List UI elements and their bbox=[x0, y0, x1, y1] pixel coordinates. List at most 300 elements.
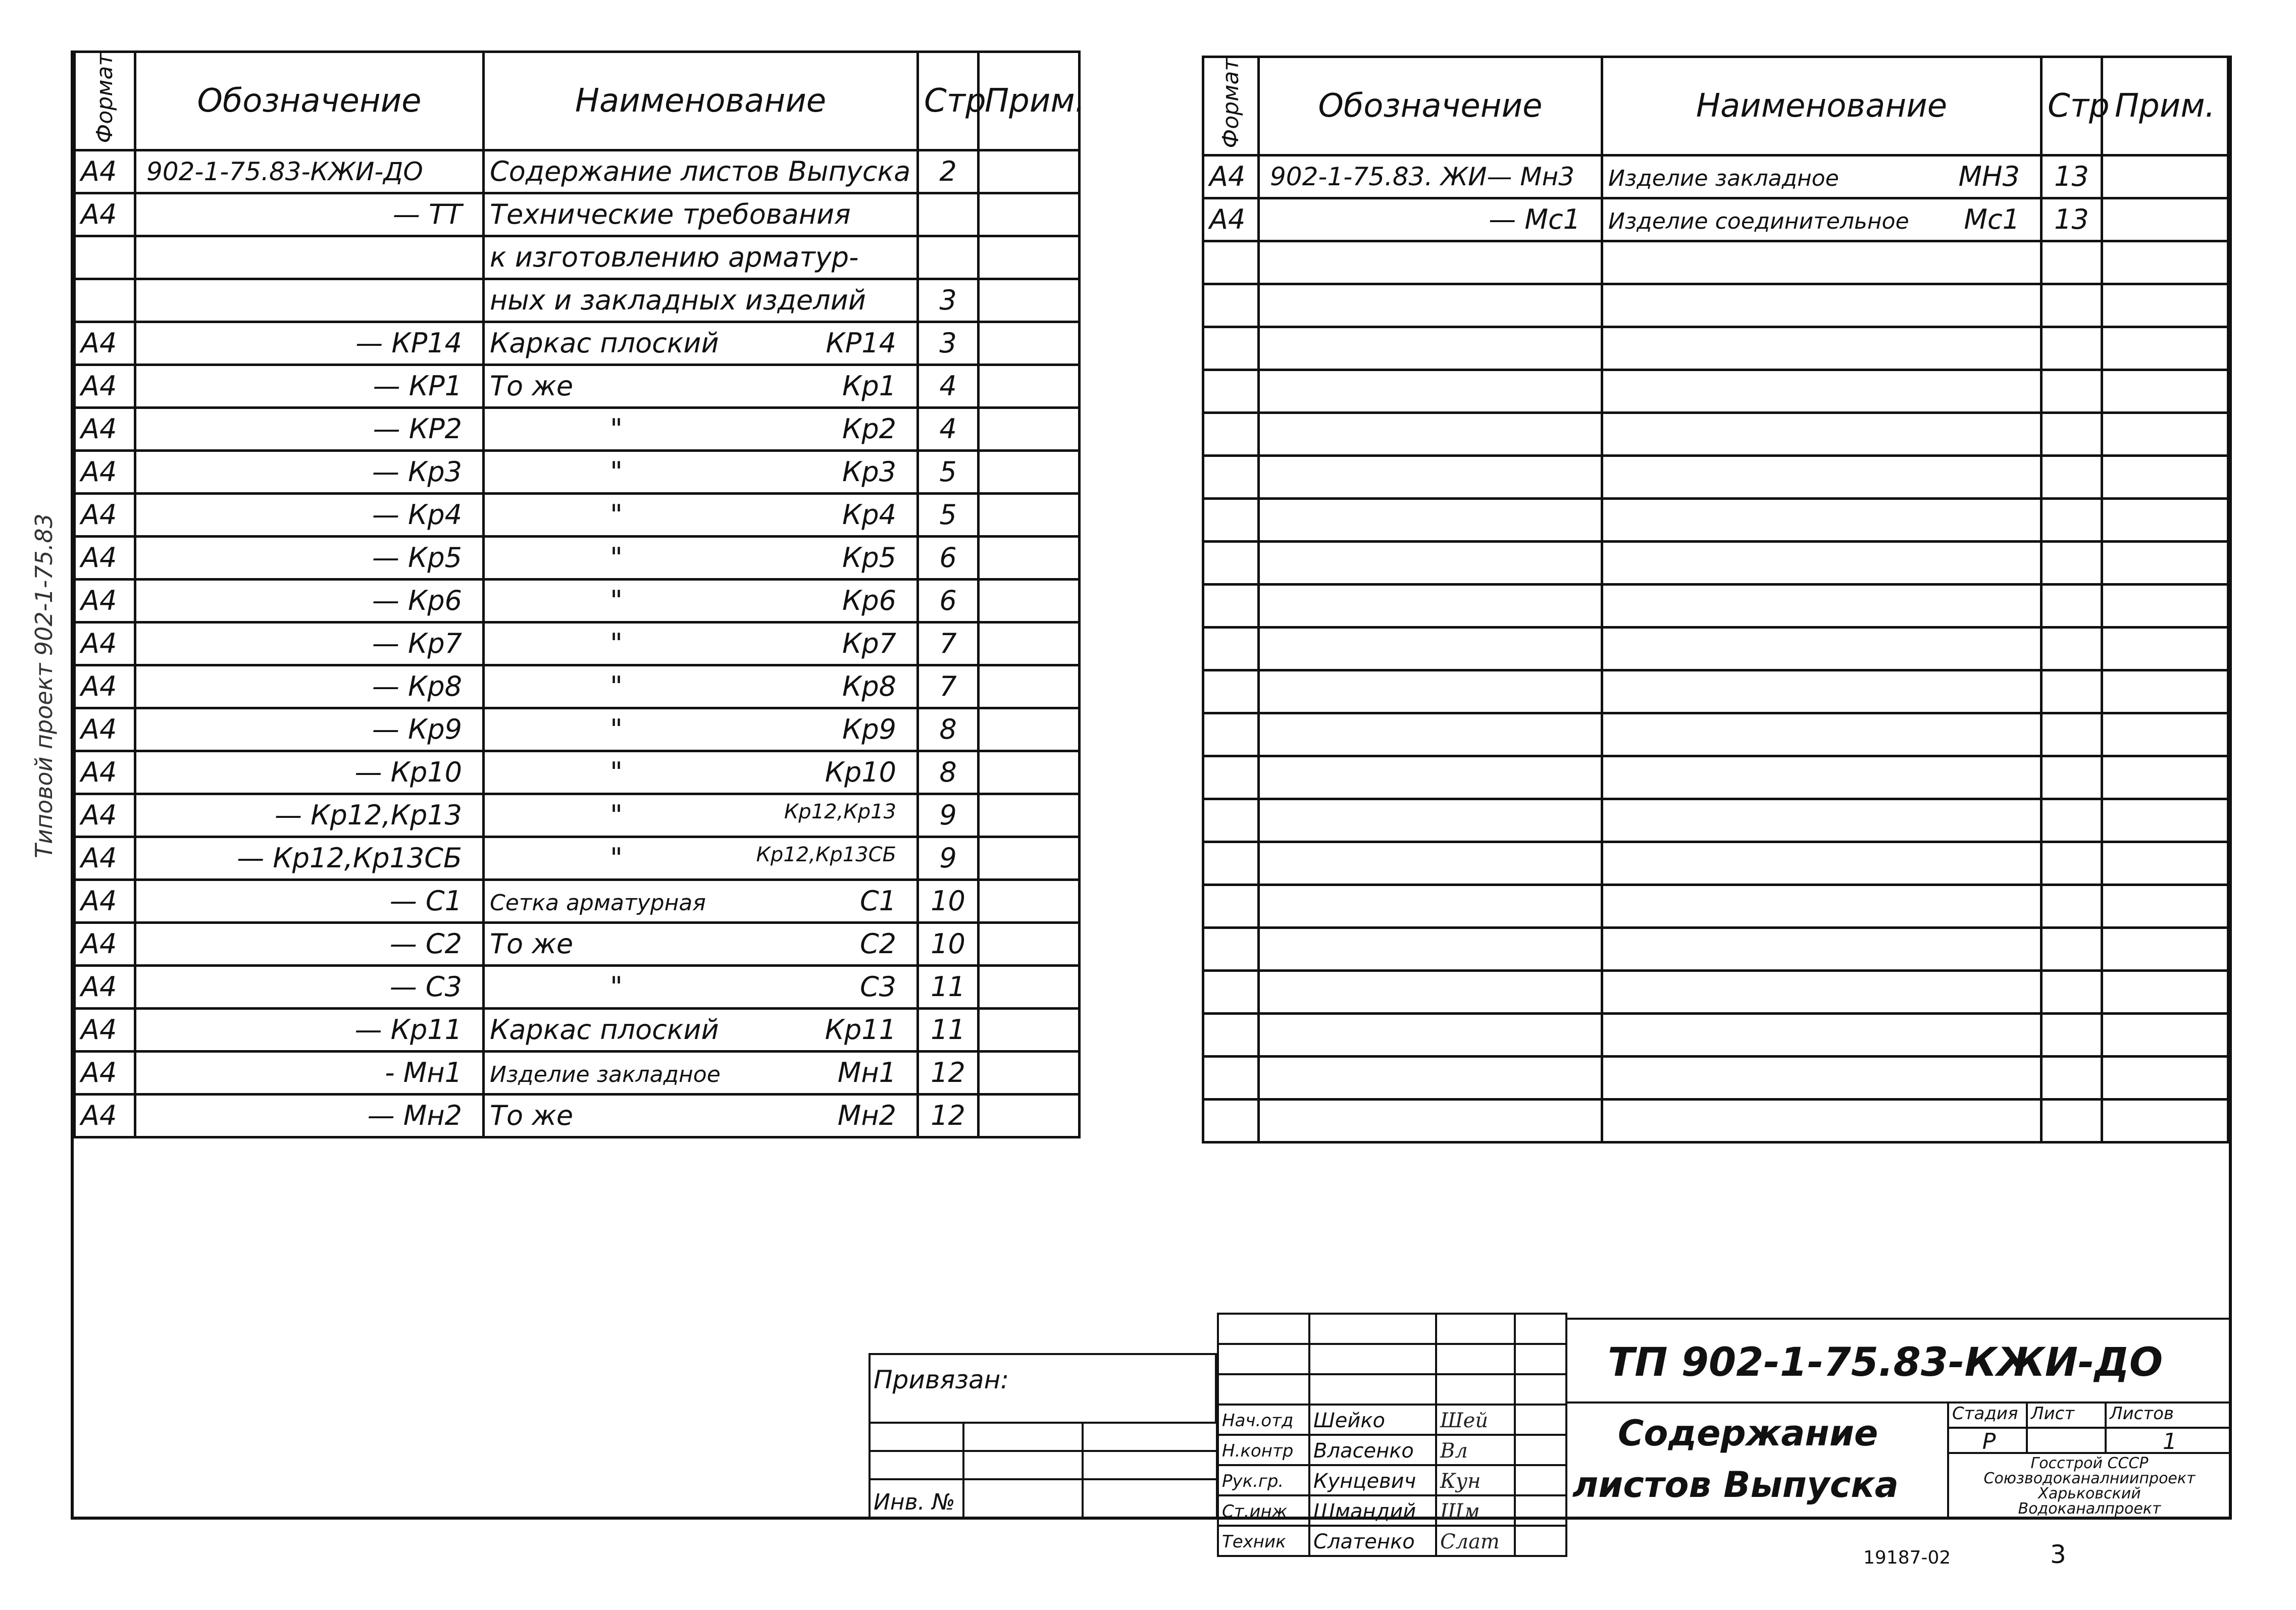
cell-name bbox=[484, 922, 918, 965]
cell-empty bbox=[1203, 799, 1259, 842]
name-text: " bbox=[610, 970, 623, 1003]
cell-name bbox=[484, 1008, 918, 1051]
cell-empty bbox=[2102, 498, 2228, 541]
table-row bbox=[75, 1051, 1080, 1094]
cell-name bbox=[484, 622, 918, 665]
cell-empty bbox=[2102, 370, 2228, 412]
cell-empty bbox=[1203, 412, 1259, 455]
cell-empty bbox=[1259, 541, 1602, 584]
table-row-empty bbox=[1203, 1099, 2228, 1142]
cell-note bbox=[979, 708, 1080, 751]
cell-format: А4 bbox=[1203, 198, 1259, 241]
bound-grid-1 bbox=[869, 1422, 964, 1452]
name-text: " bbox=[610, 713, 623, 745]
left-header-row bbox=[75, 52, 1080, 150]
cell-empty bbox=[1602, 799, 2042, 842]
table-row-empty bbox=[1203, 713, 2228, 756]
cell-page: 5 bbox=[918, 493, 979, 536]
table-row bbox=[75, 1094, 1080, 1137]
cell-empty bbox=[1259, 1013, 1602, 1056]
cell-designation: — Кр4 bbox=[135, 493, 484, 536]
table-row bbox=[75, 407, 1080, 450]
cell-empty bbox=[2042, 284, 2102, 327]
cell-empty bbox=[2042, 541, 2102, 584]
bound-cell bbox=[869, 1353, 1217, 1424]
cell-note bbox=[979, 965, 1080, 1008]
cell-note bbox=[979, 751, 1080, 794]
cell-page: 9 bbox=[918, 837, 979, 879]
sheets-value-cell bbox=[2105, 1427, 2232, 1454]
cell-page: 2 bbox=[918, 150, 979, 193]
cell-note bbox=[2102, 198, 2228, 241]
cell-page: 13 bbox=[2042, 198, 2102, 241]
cell-designation: — КР2 bbox=[135, 407, 484, 450]
cell-name bbox=[484, 193, 918, 236]
table-row-empty bbox=[1203, 455, 2228, 498]
bound-grid-6 bbox=[1082, 1450, 1218, 1480]
doc-code: ТП 902-1-75.83-КЖИ-ДО bbox=[1608, 1340, 2163, 1385]
cell-designation: — КР1 bbox=[135, 365, 484, 407]
table-row bbox=[75, 879, 1080, 922]
cell-name bbox=[484, 322, 918, 365]
sig-name-cell bbox=[1308, 1464, 1437, 1496]
table-row-empty bbox=[1203, 670, 2228, 713]
name-text: То же bbox=[490, 927, 574, 960]
cell-empty bbox=[1203, 970, 1259, 1013]
table-row bbox=[75, 536, 1080, 579]
cell-empty bbox=[2102, 241, 2228, 284]
cell-name bbox=[1602, 155, 2042, 198]
cell-empty bbox=[1602, 1099, 2042, 1142]
table-row-empty bbox=[1203, 541, 2228, 584]
cell-note bbox=[979, 879, 1080, 922]
cell-format: А4 bbox=[75, 622, 135, 665]
cell-note bbox=[979, 365, 1080, 407]
sig-empty-cell bbox=[1308, 1343, 1437, 1375]
cell-empty bbox=[1259, 927, 1602, 970]
cell-empty bbox=[1203, 455, 1259, 498]
cell-empty bbox=[1602, 584, 2042, 627]
cell-page: 5 bbox=[918, 450, 979, 493]
title-line2: листов Выпуска bbox=[1572, 1464, 1899, 1505]
name-text: Сетка арматурная bbox=[490, 890, 706, 916]
cell-note bbox=[979, 493, 1080, 536]
cell-empty bbox=[1259, 713, 1602, 756]
name-code: Кр2 bbox=[842, 412, 896, 445]
cell-empty bbox=[1602, 756, 2042, 799]
cell-page: 6 bbox=[918, 579, 979, 622]
cell-empty bbox=[2102, 799, 2228, 842]
name-text: " bbox=[610, 670, 623, 702]
stage-label-cell bbox=[1947, 1401, 2028, 1429]
org-cell bbox=[1947, 1452, 2232, 1520]
sig-role-cell bbox=[1217, 1525, 1310, 1557]
cell-empty bbox=[2042, 885, 2102, 927]
table-row bbox=[75, 322, 1080, 365]
cell-empty bbox=[1259, 284, 1602, 327]
cell-empty bbox=[2102, 412, 2228, 455]
cell-empty bbox=[2102, 627, 2228, 670]
cell-empty bbox=[2042, 455, 2102, 498]
cell-empty bbox=[2042, 241, 2102, 284]
cell-name bbox=[484, 536, 918, 579]
cell-format: А4 bbox=[75, 922, 135, 965]
cell-empty bbox=[2102, 713, 2228, 756]
sig-date-cell bbox=[1514, 1404, 1567, 1436]
cell-format: А4 bbox=[75, 493, 135, 536]
cell-page: 3 bbox=[918, 279, 979, 322]
cell-name bbox=[484, 236, 918, 279]
cell-empty bbox=[1259, 584, 1602, 627]
sheet-value-cell bbox=[2026, 1427, 2107, 1454]
table-row-empty bbox=[1203, 799, 2228, 842]
cell-empty bbox=[1203, 1013, 1259, 1056]
cell-format: А4 bbox=[75, 579, 135, 622]
table-row bbox=[75, 708, 1080, 751]
cell-empty bbox=[1203, 584, 1259, 627]
header-format: Формат bbox=[1203, 57, 1259, 155]
cell-empty bbox=[2042, 1013, 2102, 1056]
cell-empty bbox=[2042, 927, 2102, 970]
cell-note bbox=[979, 407, 1080, 450]
sig-name: Кунцевич bbox=[1313, 1470, 1416, 1493]
name-code: Кр7 bbox=[842, 627, 896, 659]
name-text: Каркас плоский bbox=[490, 327, 719, 359]
doc-code-cell bbox=[1565, 1318, 2232, 1404]
cell-empty bbox=[1259, 1056, 1602, 1099]
cell-empty bbox=[1203, 370, 1259, 412]
cell-designation: — Кр8 bbox=[135, 665, 484, 708]
table-row-empty bbox=[1203, 627, 2228, 670]
sig-empty-cell bbox=[1308, 1373, 1437, 1406]
name-code: С2 bbox=[859, 927, 896, 960]
header-note: Прим. bbox=[979, 52, 1080, 150]
table-row-empty bbox=[1203, 885, 2228, 927]
cell-empty bbox=[2042, 1056, 2102, 1099]
cell-page: 4 bbox=[918, 365, 979, 407]
header-format: Формат bbox=[75, 52, 135, 150]
sig-empty-cell bbox=[1435, 1343, 1516, 1375]
cell-empty bbox=[1602, 498, 2042, 541]
name-code: Кр6 bbox=[842, 584, 896, 616]
inv-grid-3 bbox=[1082, 1478, 1218, 1519]
cell-empty bbox=[1203, 885, 1259, 927]
title-line1: Содержание bbox=[1618, 1413, 1878, 1454]
org-line-3: Харьковский bbox=[2038, 1485, 2141, 1502]
right-contents-table bbox=[1202, 56, 2229, 1144]
cell-page: 10 bbox=[918, 922, 979, 965]
header-page: Стр bbox=[2042, 57, 2102, 155]
sheet-label-cell bbox=[2026, 1401, 2107, 1429]
cell-format: А4 bbox=[75, 407, 135, 450]
footer-number: 19187-02 bbox=[1863, 1547, 1951, 1568]
table-row bbox=[75, 837, 1080, 879]
cell-note bbox=[2102, 155, 2228, 198]
cell-empty bbox=[2102, 970, 2228, 1013]
cell-empty bbox=[1203, 241, 1259, 284]
cell-empty bbox=[2042, 370, 2102, 412]
cell-designation: — Кр11 bbox=[135, 1008, 484, 1051]
name-text: " bbox=[610, 584, 623, 616]
right-header-row bbox=[1203, 57, 2228, 155]
cell-note bbox=[979, 236, 1080, 279]
name-text: Изделие закладное bbox=[490, 1061, 721, 1087]
table-row bbox=[75, 1008, 1080, 1051]
cell-empty bbox=[1203, 498, 1259, 541]
cell-page bbox=[918, 236, 979, 279]
cell-page: 12 bbox=[918, 1051, 979, 1094]
sig-empty-cell bbox=[1217, 1343, 1310, 1375]
inv-cell bbox=[869, 1478, 964, 1519]
cell-format: А4 bbox=[75, 751, 135, 794]
cell-empty bbox=[1259, 970, 1602, 1013]
cell-empty bbox=[2042, 627, 2102, 670]
bound-grid-3 bbox=[1082, 1422, 1218, 1452]
table-row bbox=[75, 579, 1080, 622]
cell-name bbox=[484, 450, 918, 493]
cell-note bbox=[979, 536, 1080, 579]
sig-role: Н.контр bbox=[1222, 1441, 1294, 1461]
stage-value: Р bbox=[1982, 1429, 1996, 1455]
cell-empty bbox=[2102, 927, 2228, 970]
sig-name: Слатенко bbox=[1313, 1530, 1415, 1553]
name-code: Мс1 bbox=[1964, 203, 2020, 235]
cell-designation: — Кр9 bbox=[135, 708, 484, 751]
table-row bbox=[75, 622, 1080, 665]
cell-designation bbox=[135, 236, 484, 279]
cell-designation: — Мс1 bbox=[1259, 198, 1602, 241]
cell-empty bbox=[2042, 670, 2102, 713]
cell-empty bbox=[1203, 327, 1259, 370]
sig-empty-cell bbox=[1308, 1313, 1437, 1345]
cell-empty bbox=[2102, 284, 2228, 327]
cell-note bbox=[979, 922, 1080, 965]
cell-empty bbox=[2102, 670, 2228, 713]
table-row bbox=[75, 665, 1080, 708]
sig-sign-cell bbox=[1435, 1494, 1516, 1527]
table-row-empty bbox=[1203, 370, 2228, 412]
cell-empty bbox=[2042, 327, 2102, 370]
stage-label: Стадия bbox=[1952, 1404, 2018, 1424]
table-row bbox=[75, 965, 1080, 1008]
cell-empty bbox=[2042, 713, 2102, 756]
cell-empty bbox=[1259, 370, 1602, 412]
cell-page: 11 bbox=[918, 1008, 979, 1051]
left-contents-table bbox=[73, 50, 1085, 1138]
sig-sign: Вл bbox=[1440, 1439, 1468, 1463]
cell-designation: — Кр12,Кр13 bbox=[135, 794, 484, 837]
cell-empty bbox=[1602, 713, 2042, 756]
cell-empty bbox=[2042, 412, 2102, 455]
bound-label: Привязан: bbox=[874, 1365, 1009, 1394]
table-row bbox=[75, 236, 1080, 279]
cell-page: 3 bbox=[918, 322, 979, 365]
name-text: Изделие закладное bbox=[1608, 165, 1839, 191]
cell-name bbox=[484, 493, 918, 536]
cell-designation: - Мн1 bbox=[135, 1051, 484, 1094]
cell-name bbox=[484, 579, 918, 622]
sig-date-cell bbox=[1514, 1525, 1567, 1557]
cell-note bbox=[979, 279, 1080, 322]
cell-name bbox=[1602, 198, 2042, 241]
cell-empty bbox=[1602, 627, 2042, 670]
cell-empty bbox=[1602, 455, 2042, 498]
cell-empty bbox=[2042, 756, 2102, 799]
cell-designation: — Кр7 bbox=[135, 622, 484, 665]
sig-role: Техник bbox=[1222, 1532, 1286, 1552]
cell-designation: — С1 bbox=[135, 879, 484, 922]
cell-note bbox=[979, 1008, 1080, 1051]
cell-empty bbox=[1602, 1013, 2042, 1056]
org-line-2: Союзводоканалниипроект bbox=[1983, 1470, 2196, 1487]
cell-page: 7 bbox=[918, 665, 979, 708]
cell-format: А4 bbox=[75, 794, 135, 837]
cell-note bbox=[979, 193, 1080, 236]
table-row bbox=[75, 150, 1080, 193]
name-code: Кр9 bbox=[842, 713, 896, 745]
cell-page: 10 bbox=[918, 879, 979, 922]
cell-note bbox=[979, 1051, 1080, 1094]
cell-empty bbox=[1259, 756, 1602, 799]
sig-role-cell bbox=[1217, 1464, 1310, 1496]
sig-role-cell bbox=[1217, 1404, 1310, 1436]
cell-empty bbox=[1203, 541, 1259, 584]
cell-format: А4 bbox=[75, 193, 135, 236]
cell-designation: — Кр6 bbox=[135, 579, 484, 622]
cell-page: 4 bbox=[918, 407, 979, 450]
name-text: " bbox=[610, 842, 623, 874]
cell-empty bbox=[2042, 799, 2102, 842]
cell-empty bbox=[1602, 327, 2042, 370]
sig-sign-cell bbox=[1435, 1404, 1516, 1436]
cell-empty bbox=[2042, 842, 2102, 885]
cell-format: А4 bbox=[75, 837, 135, 879]
cell-empty bbox=[2102, 842, 2228, 885]
cell-empty bbox=[1203, 927, 1259, 970]
table-row bbox=[75, 493, 1080, 536]
cell-empty bbox=[1602, 370, 2042, 412]
table-row-empty bbox=[1203, 970, 2228, 1013]
cell-name bbox=[484, 665, 918, 708]
cell-empty bbox=[2042, 970, 2102, 1013]
name-code: Кр12,Кр13 bbox=[784, 800, 896, 823]
cell-empty bbox=[2042, 584, 2102, 627]
cell-format: А4 bbox=[1203, 155, 1259, 198]
name-code: Кр1 bbox=[842, 370, 896, 402]
sig-sign-cell bbox=[1435, 1434, 1516, 1466]
cell-empty bbox=[2042, 1099, 2102, 1142]
sig-sign: Кун bbox=[1440, 1470, 1481, 1493]
cell-format bbox=[75, 279, 135, 322]
name-code: Мн1 bbox=[837, 1056, 896, 1088]
table-row bbox=[75, 279, 1080, 322]
cell-format: А4 bbox=[75, 665, 135, 708]
footer-page: 3 bbox=[2050, 1540, 2066, 1569]
cell-empty bbox=[1203, 713, 1259, 756]
cell-empty bbox=[1203, 1056, 1259, 1099]
cell-empty bbox=[2102, 541, 2228, 584]
cell-empty bbox=[1602, 284, 2042, 327]
table-row-empty bbox=[1203, 1056, 2228, 1099]
cell-empty bbox=[1259, 627, 1602, 670]
header-note: Прим. bbox=[2102, 57, 2228, 155]
cell-empty bbox=[1602, 541, 2042, 584]
table-row-empty bbox=[1203, 927, 2228, 970]
name-code: Кр8 bbox=[842, 670, 896, 702]
name-code: Мн2 bbox=[837, 1099, 896, 1131]
cell-designation: — Кр5 bbox=[135, 536, 484, 579]
header-designation: Обозначение bbox=[1259, 57, 1602, 155]
cell-designation: — Кр3 bbox=[135, 450, 484, 493]
cell-page: 9 bbox=[918, 794, 979, 837]
name-text: Технические требования bbox=[490, 198, 851, 230]
cell-empty bbox=[1602, 241, 2042, 284]
sig-name: Шмандий bbox=[1313, 1500, 1416, 1523]
cell-page: 6 bbox=[918, 536, 979, 579]
cell-empty bbox=[2102, 1056, 2228, 1099]
cell-name bbox=[484, 965, 918, 1008]
table-row bbox=[75, 751, 1080, 794]
table-row bbox=[1203, 155, 2228, 198]
cell-format: А4 bbox=[75, 1094, 135, 1137]
name-code: Кр4 bbox=[842, 498, 896, 531]
sig-date-cell bbox=[1514, 1464, 1567, 1496]
table-row-empty bbox=[1203, 842, 2228, 885]
cell-note bbox=[979, 794, 1080, 837]
sig-role-cell bbox=[1217, 1434, 1310, 1466]
name-code: КР14 bbox=[826, 327, 896, 359]
cell-format: А4 bbox=[75, 150, 135, 193]
cell-empty bbox=[2102, 584, 2228, 627]
cell-empty bbox=[1259, 842, 1602, 885]
cell-empty bbox=[1602, 1056, 2042, 1099]
cell-empty bbox=[1259, 1099, 1602, 1142]
cell-designation: — КР14 bbox=[135, 322, 484, 365]
org-line-1: Госстрой СССР bbox=[2030, 1455, 2149, 1472]
cell-designation: — С3 bbox=[135, 965, 484, 1008]
cell-format: А4 bbox=[75, 1051, 135, 1094]
sig-empty-cell bbox=[1217, 1313, 1310, 1345]
cell-name bbox=[484, 837, 918, 879]
cell-empty bbox=[1259, 670, 1602, 713]
cell-empty bbox=[1203, 756, 1259, 799]
cell-note bbox=[979, 622, 1080, 665]
cell-empty bbox=[1203, 627, 1259, 670]
cell-empty bbox=[1203, 1099, 1259, 1142]
table-row-empty bbox=[1203, 1013, 2228, 1056]
cell-name bbox=[484, 279, 918, 322]
inv-grid-2 bbox=[962, 1478, 1084, 1519]
cell-empty bbox=[2102, 1099, 2228, 1142]
cell-format: А4 bbox=[75, 450, 135, 493]
sig-role-cell bbox=[1217, 1494, 1310, 1527]
sheets-label: Листов bbox=[2110, 1404, 2174, 1424]
cell-empty bbox=[2102, 1013, 2228, 1056]
table-row-empty bbox=[1203, 327, 2228, 370]
table-row bbox=[75, 365, 1080, 407]
inv-label: Инв. № bbox=[874, 1489, 955, 1515]
table-row bbox=[75, 193, 1080, 236]
cell-name bbox=[484, 794, 918, 837]
sig-sign: Шм bbox=[1440, 1500, 1480, 1523]
name-code: МН3 bbox=[1958, 160, 2020, 192]
name-text: " bbox=[610, 412, 623, 445]
cell-designation: — Кр10 bbox=[135, 751, 484, 794]
table-row-empty bbox=[1203, 756, 2228, 799]
cell-empty bbox=[1259, 455, 1602, 498]
cell-empty bbox=[1259, 799, 1602, 842]
cell-designation bbox=[135, 279, 484, 322]
